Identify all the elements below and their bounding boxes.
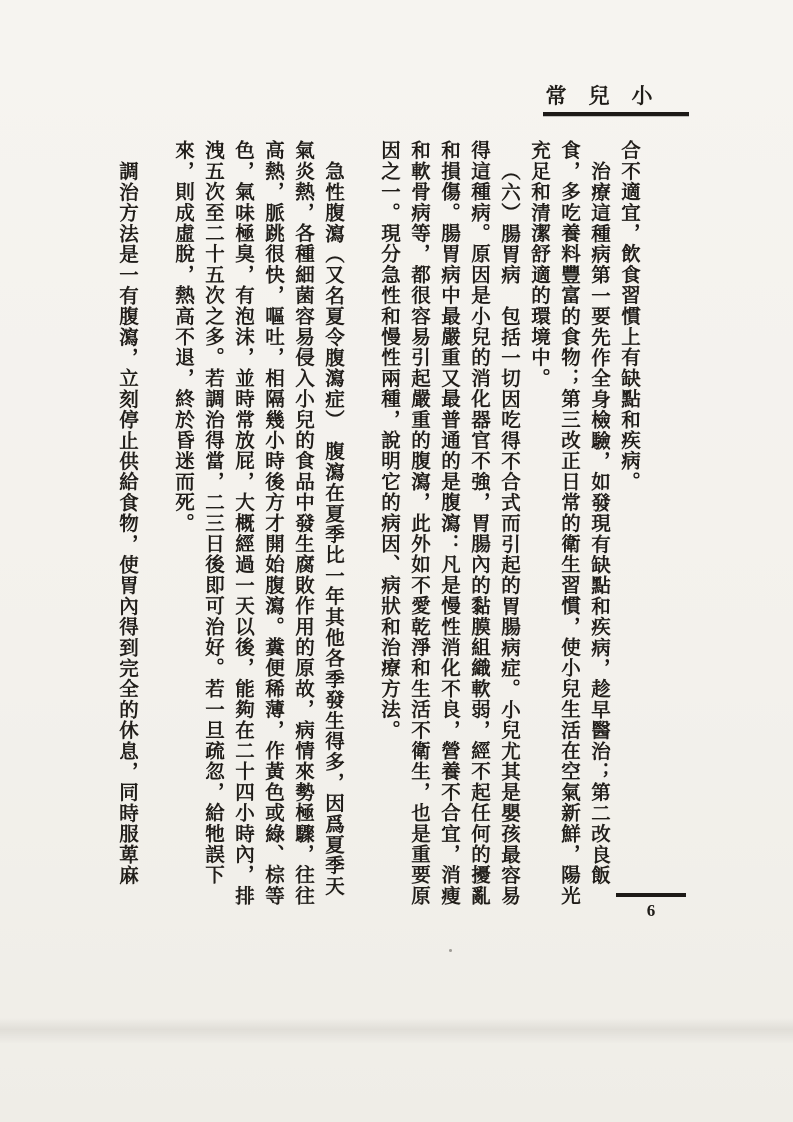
scan-speck <box>449 949 452 952</box>
text-column: 和損傷。腸胃病中最嚴重又最普通的是腹瀉：凡是慢性消化不良，營養不合宜，消瘦 <box>438 140 459 906</box>
text-column: 得這種病。原因是小兒的消化器官不強，胃腸內的黏膜組織軟弱，經不起任何的擾亂 <box>468 140 489 906</box>
text-block <box>111 140 643 908</box>
text-column: 氣炎熱，各種細菌容易侵入小兒的食品中發生腐敗作用的原故，病情來勢極驟，往往 <box>292 140 313 906</box>
page-number-rule <box>616 893 686 897</box>
text-column: 高熱，脈跳很快，嘔吐，相隔幾小時後方才開始腹瀉。糞便稀薄，作黃色或綠、棕等 <box>262 140 283 906</box>
running-header-char: 常 <box>545 84 567 108</box>
text-column: 合不適宜，飲食習慣上有缺點和疾病。 <box>618 140 639 492</box>
running-header-char: 小 <box>631 84 653 108</box>
text-column: （六）腸胃病 包括一切因吃得不合式而引起的胃腸病症。小兒尤其是嬰孩最容易 <box>498 161 519 907</box>
text-column: 急性腹瀉（又名夏令腹瀉症） 腹瀉在夏季比一年其他各季發生得多，因爲夏季天 <box>322 161 343 897</box>
running-header-char: 兒 <box>588 84 610 108</box>
scan-speck <box>503 408 506 410</box>
text-column: 治療這種病第一要先作全身檢驗，如發現有缺點和疾病，趁早醫治；第二改良飯 <box>588 161 609 886</box>
text-column: 來，則成虛脫，熱高不退，終於昏迷而死。 <box>172 140 193 534</box>
text-column: 充足和清潔舒適的環境中。 <box>528 140 549 389</box>
scan-shadow-band <box>0 1018 793 1044</box>
header-rule <box>543 112 689 116</box>
text-column: 色，氣味極臭，有泡沫，並時常放屁，大概經過一天以後，能夠在二十四小時內，排 <box>232 140 253 906</box>
text-column: 食，多吃養料豐富的食物；第三改正日常的衛生習慣，使小兒生活在空氣新鮮，陽光 <box>558 140 579 906</box>
scan-speck <box>208 212 211 215</box>
page-number: 6 <box>646 901 656 920</box>
text-column: 和軟骨病等，都很容易引起嚴重的腹瀉，此外如不愛乾淨和生活不衛生，也是重要原 <box>408 140 429 906</box>
running-header <box>545 80 653 108</box>
text-column: 洩五次至二十五次之多。若調治得當，二三日後即可治好。若一旦疏忽，給牠誤下 <box>202 140 223 886</box>
text-column: 調治方法是一有腹瀉，立刻停止供給食物，使胃內得到完全的休息，同時服萆麻 <box>116 161 137 886</box>
text-column: 因之一。現分急性和慢性兩種，說明它的病因、病狀和治療方法。 <box>378 140 399 741</box>
